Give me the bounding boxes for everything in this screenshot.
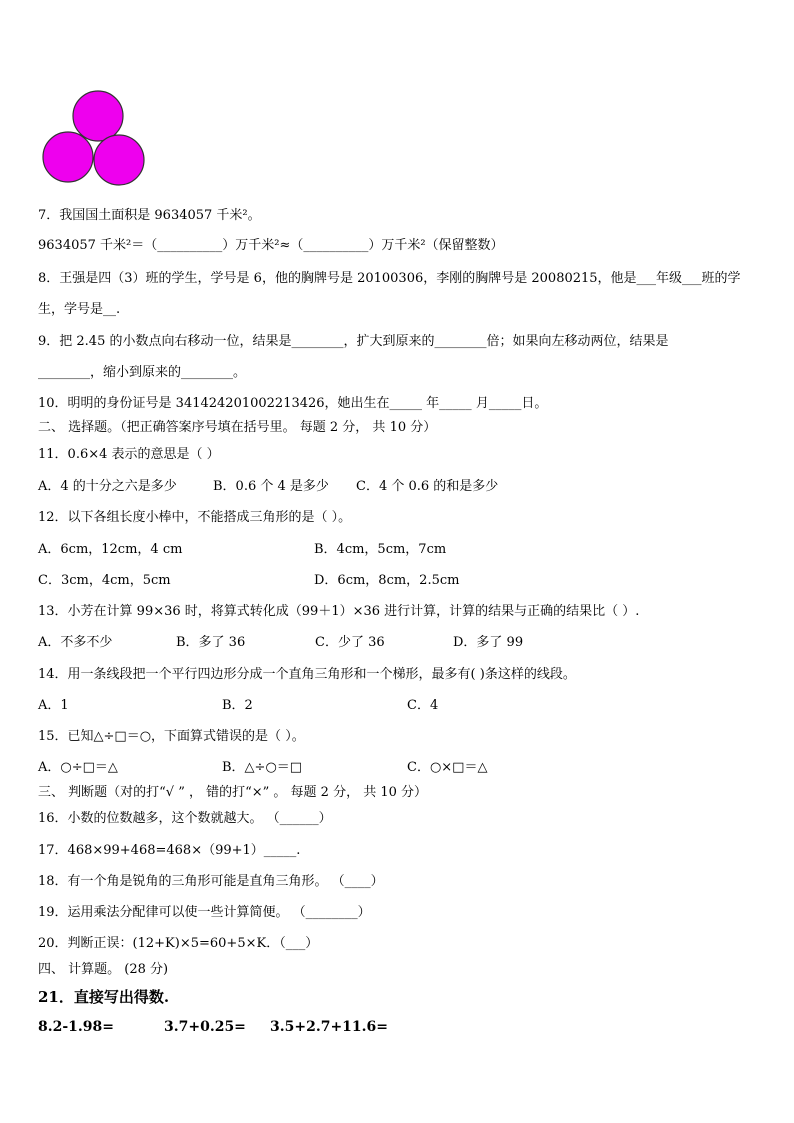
q18-line: 18．有一个角是锐角的三角形可能是直角三角形。 （____） (38, 874, 384, 889)
q21-stem: 21．直接写出得数. (38, 988, 170, 1006)
q9-line2: ________，缩小到原来的________。 (38, 365, 247, 380)
q8-line2: 生，学号是__. (38, 302, 121, 317)
q11-option-b: B．0.6 个 4 是多少 (213, 479, 329, 494)
q15-option-b: B．△÷○＝□ (222, 760, 303, 775)
q15-option-c: C．○×□＝△ (407, 760, 488, 775)
q13-option-d: D．多了 99 (453, 635, 524, 650)
q14-option-c: C．4 (407, 698, 439, 713)
q11-stem: 11．0.6×4 表示的意思是（ ） (38, 447, 220, 462)
q14-option-b: B．2 (222, 698, 253, 713)
q12-stem: 12．以下各组长度小棒中，不能搭成三角形的是（ ）。 (38, 510, 352, 525)
q15-option-a: A．○÷□＝△ (38, 760, 118, 775)
q12-option-d: D．6cm，8cm，2.5cm (314, 573, 460, 588)
q7-line2: 9634057 千米²＝（__________）万千米²≈（__________）万千米²（保留整数） (38, 238, 504, 253)
section-2-title: 二、 选择题。（把正确答案序号填在括号里。 每题 2 分， 共 10 分） (38, 420, 437, 435)
q13-option-c: C．少了 36 (315, 635, 385, 650)
q14-stem: 14．用一条线段把一个平行四边形分成一个直角三角形和一个梯形，最多有( )条这样的线段。 (38, 667, 576, 682)
q20-line: 20．判断正误：(12+K)×5=60+5×K．（___） (38, 936, 319, 951)
q13-option-a: A．不多不少 (38, 635, 113, 650)
q16-line: 16．小数的位数越多，这个数就越大。 （______） (38, 811, 332, 826)
circle-right (94, 135, 144, 185)
circle-left (43, 132, 93, 182)
three-circles-figure (38, 88, 150, 188)
q21-expression-1: 8.2-1.98= (38, 1019, 114, 1035)
q19-line: 19．运用乘法分配律可以使一些计算简便。 （________） (38, 905, 371, 920)
q15-stem: 15．已知△÷□＝○，下面算式错误的是（ ）。 (38, 729, 305, 744)
q12-option-a: A．6cm，12cm，4 cm (38, 542, 183, 557)
q21-expression-3: 3.5+2.7+11.6= (270, 1019, 389, 1035)
q12-option-b: B．4cm，5cm，7cm (314, 542, 447, 557)
q13-option-b: B．多了 36 (176, 635, 246, 650)
section-3-title: 三、 判断题（对的打“√ ” ， 错的打“×” 。 每题 2 分， 共 10 分） (38, 785, 428, 800)
q21-expression-2: 3.7+0.25= (164, 1019, 246, 1035)
q11-option-c: C．4 个 0.6 的和是多少 (356, 479, 499, 494)
q12-option-c: C．3cm，4cm，5cm (38, 573, 171, 588)
q8-line1: 8．王强是四（3）班的学生，学号是 6，他的胸牌号是 20100306，李刚的胸牌号是 20080215，他是___年级___班的学 (38, 271, 741, 286)
q14-option-a: A．1 (38, 698, 69, 713)
q9-line1: 9．把 2.45 的小数点向右移动一位，结果是________，扩大到原来的________倍；如果向左移动两位，结果是 (38, 334, 669, 349)
section-4-title: 四、 计算题。 (28 分) (38, 962, 169, 977)
q7-line1: 7．我国国土面积是 9634057 千米²。 (38, 208, 261, 223)
q13-stem: 13．小芳在计算 99×36 时，将算式转化成（99＋1）×36 进行计算，计算的结果与正确的结果比（ ）. (38, 604, 640, 619)
q11-option-a: A．4 的十分之六是多少 (38, 479, 177, 494)
q10-line1: 10．明明的身份证号是 341424201002213426，她出生在_____ 年_____ 月_____日。 (38, 396, 548, 411)
q17-line: 17．468×99+468=468×（99+1）_____. (38, 843, 301, 858)
circle-top (73, 91, 123, 141)
